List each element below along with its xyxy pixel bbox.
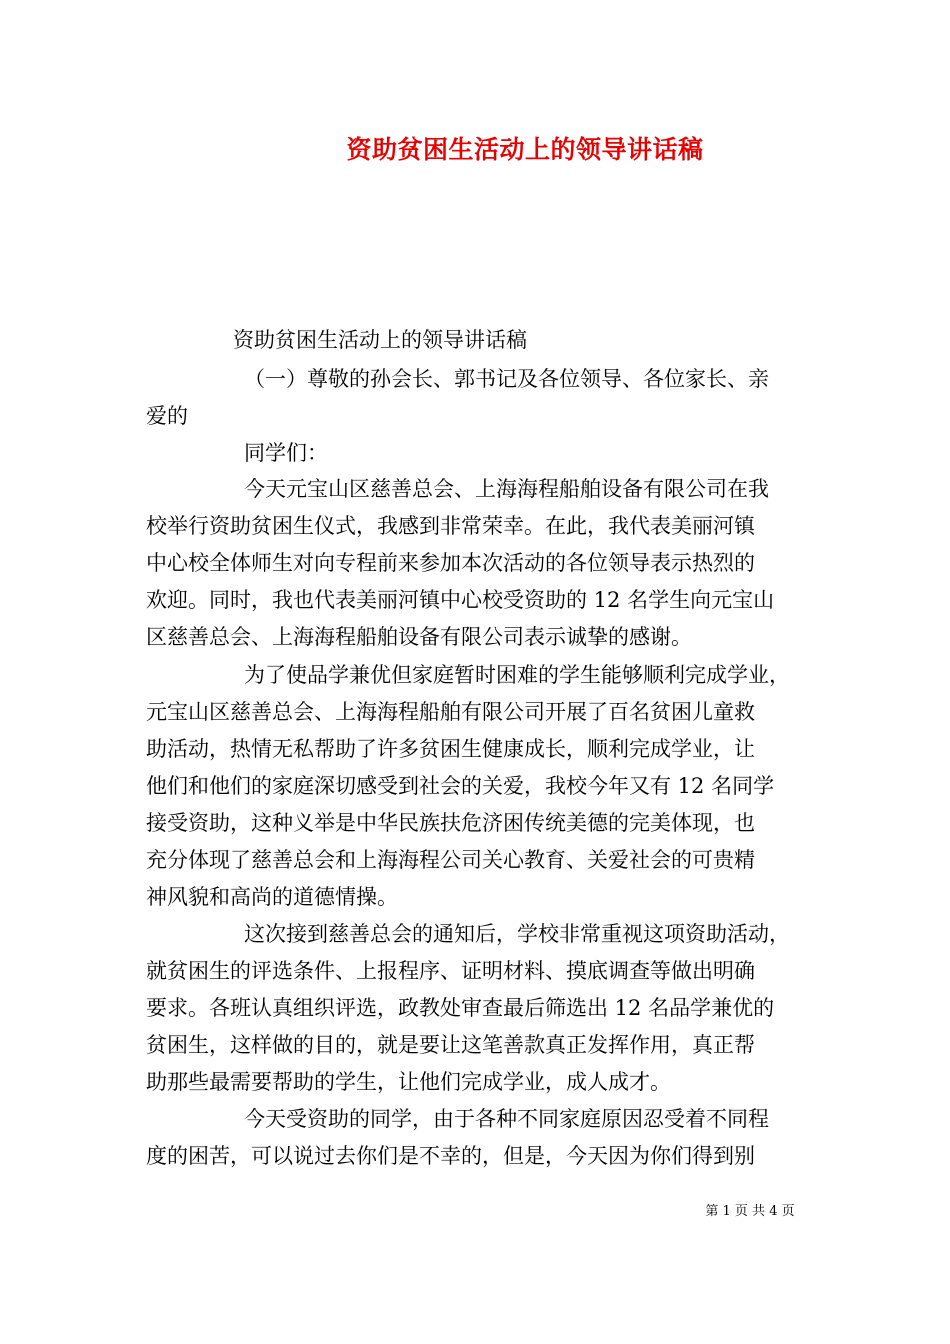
salutation-line: 同学们： — [244, 441, 328, 465]
paragraph-line: 充分体现了慈善总会和上海海程公司关心教育、关爱社会的可贵精 — [146, 848, 755, 872]
paragraph-line: 助活动，热情无私帮助了许多贫困生健康成长，顺利完成学业，让 — [146, 737, 755, 761]
paragraph-line: 就贫困生的评选条件、上报程序、证明材料、摸底调查等做出明确 — [146, 959, 755, 983]
paragraph-line: 今天受资助的同学，由于各种不同家庭原因忍受着不同程 — [244, 1107, 769, 1131]
salutation-line: 爱的 — [146, 404, 188, 428]
paragraph-line: 这次接到慈善总会的通知后，学校非常重视这项资助活动， — [244, 922, 790, 946]
paragraph-line: 接受资助，这种义举是中华民族扶危济困传统美德的完美体现，也 — [146, 811, 755, 835]
subtitle-line: 资助贫困生活动上的领导讲话稿 — [233, 328, 527, 352]
paragraph-line: 区慈善总会、上海海程船舶设备有限公司表示诚挚的感谢。 — [146, 625, 692, 649]
paragraph-line: 要求。各班认真组织评选，政教处审查最后筛选出 12 名品学兼优的 — [146, 996, 775, 1020]
paragraph-line: 他们和他们的家庭深切感受到社会的关爱，我校今年又有 12 名同学 — [146, 774, 775, 798]
paragraph-line: 元宝山区慈善总会、上海海程船舶有限公司开展了百名贫困儿童救 — [146, 700, 755, 724]
paragraph-line: 助那些最需要帮助的学生，让他们完成学业，成人成才。 — [146, 1070, 671, 1094]
salutation-line: （一）尊敬的孙会长、郭书记及各位领导、各位家长、亲 — [244, 367, 769, 391]
paragraph-line: 神风貌和高尚的道德情操。 — [146, 885, 398, 909]
paragraph-line: 贫困生，这样做的目的，就是要让这笔善款真正发挥作用，真正帮 — [146, 1033, 755, 1057]
paragraph-line: 中心校全体师生对向专程前来参加本次活动的各位领导表示热烈的 — [146, 551, 755, 575]
page-number: 第 1 页 共 4 页 — [705, 1204, 795, 1219]
paragraph-line: 为了使品学兼优但家庭暂时困难的学生能够顺利完成学业， — [244, 663, 790, 687]
paragraph-line: 度的困苦，可以说过去你们是不幸的，但是，今天因为你们得到别 — [146, 1144, 755, 1168]
document-title: 资助贫困生活动上的领导讲话稿 — [346, 135, 704, 164]
paragraph-line: 校举行资助贫困生仪式，我感到非常荣幸。在此，我代表美丽河镇 — [146, 514, 755, 538]
paragraph-line: 今天元宝山区慈善总会、上海海程船舶设备有限公司在我 — [244, 477, 769, 501]
paragraph-line: 欢迎。同时，我也代表美丽河镇中心校受资助的 12 名学生向元宝山 — [146, 588, 775, 612]
